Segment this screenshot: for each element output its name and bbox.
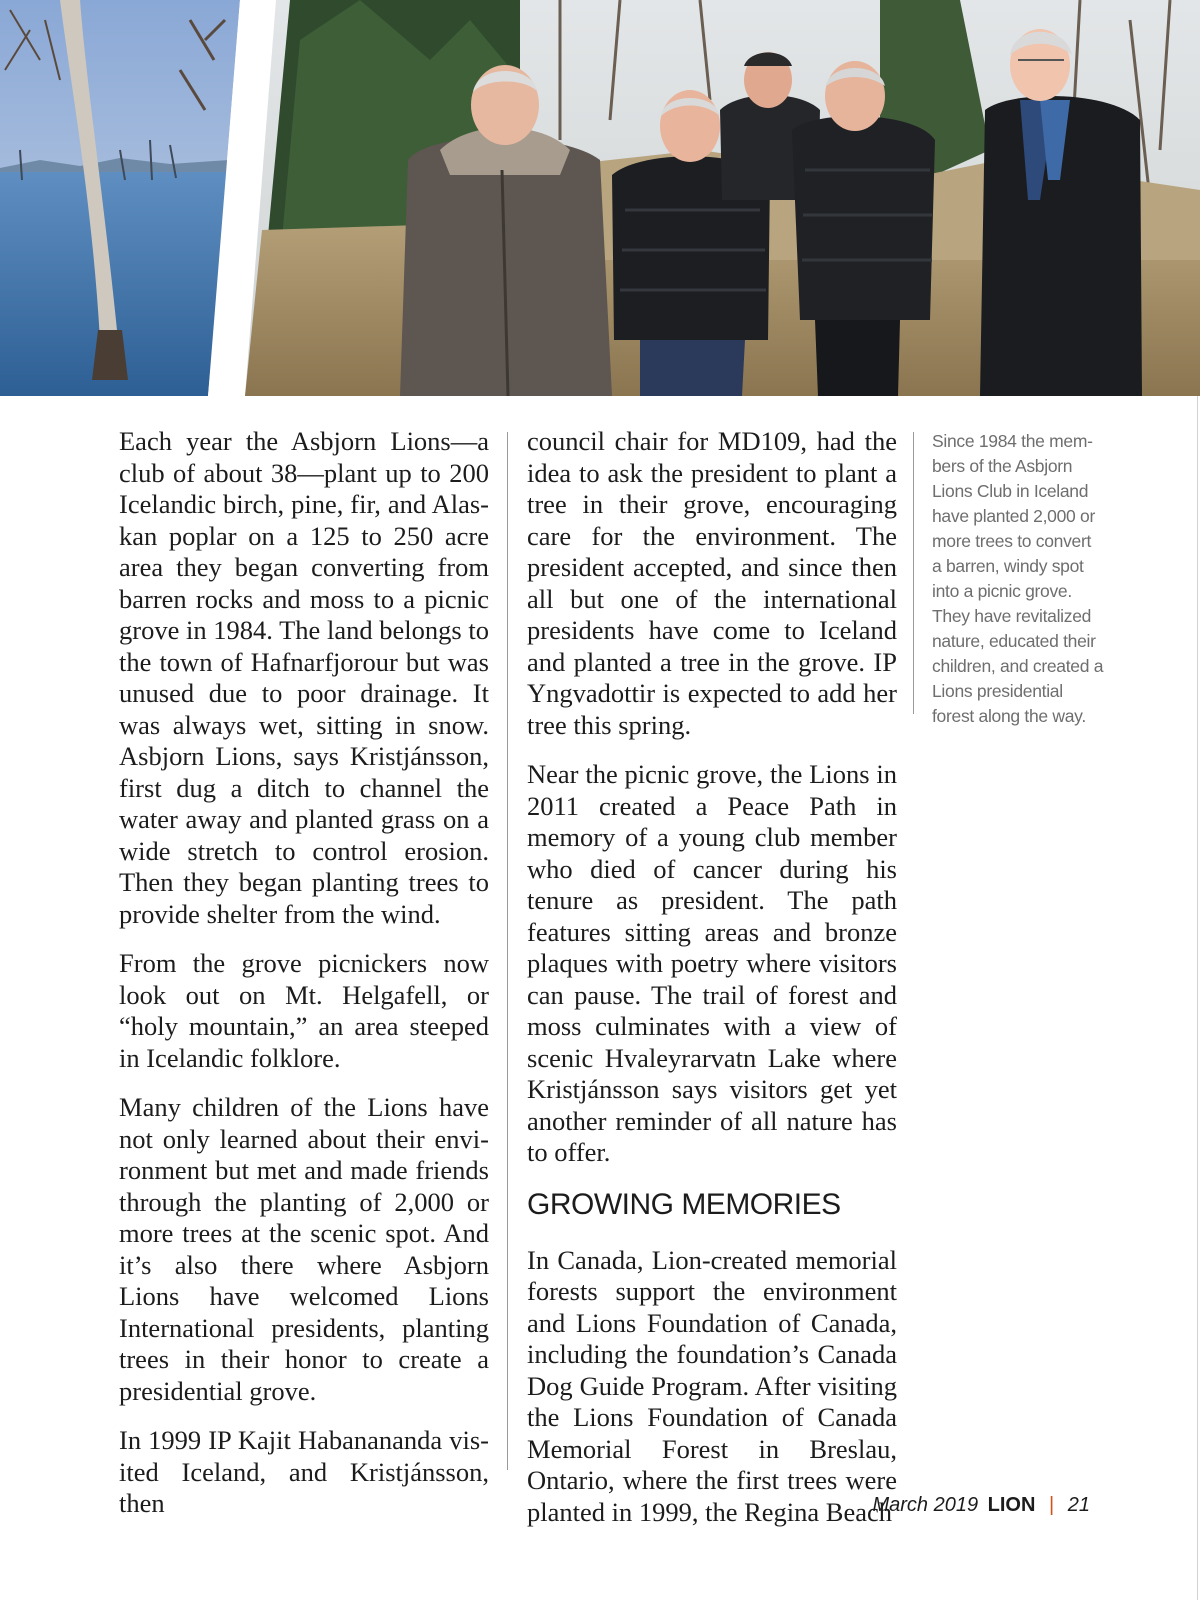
photo-caption: Since 1984 the members of the Asbjorn Lions Club in Iceland have planted 2,000 or more trees to convert a barren, windy spot into a picnic grove. They have revitalized nature, educated their children, and created a Lions presidential forest along the way. [932, 431, 1104, 726]
magazine-name: LION [987, 1494, 1036, 1516]
issue-date: March 2019 [872, 1494, 979, 1516]
paragraph-5: council chair for MD109, had the idea to ask the president to plant a tree in their grove, encouraging care for the environment. The president accepted, and since then all but one of the international presidents have come to Iceland and planted a tree in the grove. IP Yngvadottir is expected to add her tree this spring. [527, 426, 897, 740]
section-heading: GROWING MEMORIES [527, 1187, 841, 1221]
paragraph-2: From the grove picnickers now look out on Mt. Helgafell, or “holy mountain,” an area steeped in Icelandic folklore. [119, 948, 489, 1073]
header-photo-band [0, 0, 1200, 396]
page-footer [872, 1494, 1090, 1517]
header-photo [0, 0, 1200, 396]
paragraph-3: Many children of the Lions have not only learned about their environment but met and made friends through the planting of 2,000 or more trees at the scenic spot. And it’s also there where Asbjorn Lions have welcomed Lions International presidents, planting trees in their honor to create a presidential grove. [119, 1092, 489, 1406]
paragraph-6: Near the picnic grove, the Lions in 2011 created a Peace Path in memory of a young club member who died of cancer during his tenure as president. The path features sitting areas and bronze plaques with poetry where visitors can pause. The trail of forest and moss culminates with a view of scenic Hvaleyrarvatn Lake where Kristjánsson says visitors get yet another reminder of all nature has to offer. [527, 759, 897, 1167]
column-divider [507, 432, 508, 1470]
page-number: 21 [1067, 1494, 1090, 1516]
article-column-1 [119, 426, 489, 1538]
paragraph-4: In 1999 IP Kajit Habanananda visited Iceland, and Kristjánsson, then [119, 1425, 489, 1518]
lions-group-photo [245, 0, 1200, 396]
article-column-2 [527, 426, 897, 1546]
lake-inset-photo [0, 0, 240, 396]
caption-divider [913, 432, 914, 714]
footer-separator: | [1048, 1494, 1055, 1516]
paragraph-1: Each year the Asbjorn Lions—a club of about 38—plant up to 200 Icelandic birch, pine, fir, and Alaskan poplar on a 125 to 250 acre area they began converting from barren rocks and moss to a picnic grove in 1984. The land belongs to the town of Hafnarfjorour but was unused due to poor drainage. It was always wet, sitting in snow. Asbjorn Lions, says Kristjánsson, first dug a ditch to channel the water away and planted grass on a wide stretch to control erosion. Then they began planting trees to provide shelter from the wind. [119, 426, 489, 929]
paragraph-7: In Canada, Lion-created memorial forests support the environment and Lions Foundation of Canada, including the foundation’s Canada Dog Guide Program. After visiting the Lions Foundation of Canada Memorial Forest in Breslau, Ontario, where the first trees were planted in 1999, the Regina Beach [527, 1244, 897, 1527]
page-edge-rule [1197, 396, 1198, 1600]
